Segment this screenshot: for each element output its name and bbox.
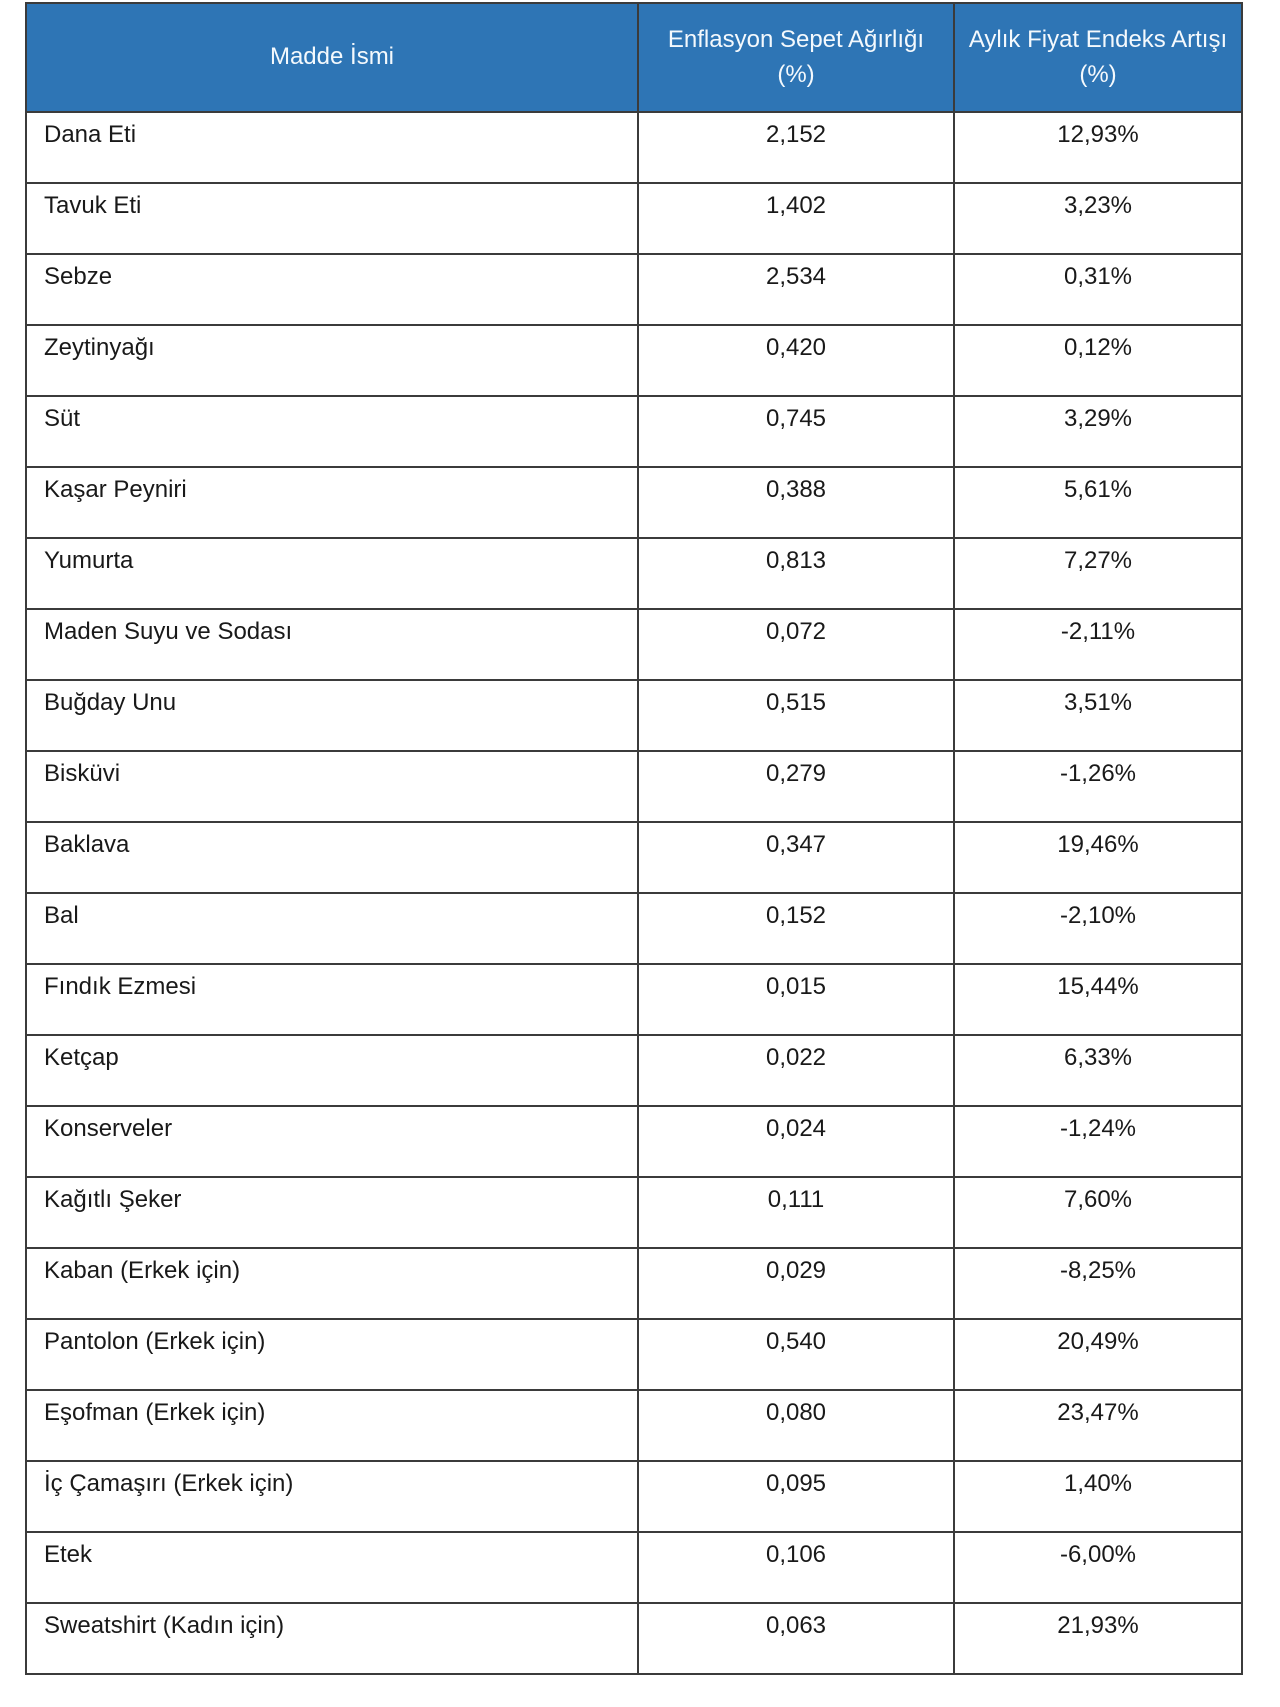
cell-basket-weight: 1,402: [638, 183, 954, 254]
cell-basket-weight: 0,388: [638, 467, 954, 538]
table-row: [26, 396, 1242, 467]
header-monthly-change-unit: (%): [1079, 60, 1117, 88]
cell-basket-weight: 0,029: [638, 1248, 954, 1319]
cell-basket-weight: 0,515: [638, 680, 954, 751]
table-row: [26, 822, 1242, 893]
header-item-name-label: Madde İsmi: [269, 43, 395, 71]
cell-monthly-change: 3,23%: [954, 183, 1242, 254]
cell-monthly-change: -2,10%: [954, 893, 1242, 964]
header-basket-weight: [638, 3, 954, 112]
cell-monthly-change: 12,93%: [954, 112, 1242, 183]
cell-item-name: İç Çamaşırı (Erkek için): [26, 1461, 638, 1532]
cell-monthly-change: 3,51%: [954, 680, 1242, 751]
cell-monthly-change: -8,25%: [954, 1248, 1242, 1319]
cell-basket-weight: 0,095: [638, 1461, 954, 1532]
table-row: [26, 1461, 1242, 1532]
header-item-name: [26, 3, 638, 112]
cell-item-name: Bal: [26, 893, 638, 964]
table-row: [26, 609, 1242, 680]
table-row: [26, 254, 1242, 325]
cell-monthly-change: 5,61%: [954, 467, 1242, 538]
header-basket-weight-unit: (%): [777, 60, 815, 88]
table-row: [26, 325, 1242, 396]
table-row: [26, 183, 1242, 254]
table-row: [26, 1532, 1242, 1603]
table-row: [26, 1319, 1242, 1390]
cell-item-name: Bisküvi: [26, 751, 638, 822]
inflation-basket-table: [25, 2, 1243, 1675]
table-row: [26, 1035, 1242, 1106]
cell-basket-weight: 0,063: [638, 1603, 954, 1674]
header-basket-weight-title: Enflasyon Sepet Ağırlığı: [667, 25, 925, 53]
table-row: [26, 964, 1242, 1035]
table-row: [26, 893, 1242, 964]
cell-basket-weight: 0,152: [638, 893, 954, 964]
cell-basket-weight: 0,111: [638, 1177, 954, 1248]
cell-monthly-change: -1,26%: [954, 751, 1242, 822]
cell-monthly-change: 23,47%: [954, 1390, 1242, 1461]
cell-item-name: Etek: [26, 1532, 638, 1603]
header-row: [26, 3, 1242, 112]
cell-monthly-change: -6,00%: [954, 1532, 1242, 1603]
cell-basket-weight: 0,420: [638, 325, 954, 396]
cell-monthly-change: 21,93%: [954, 1603, 1242, 1674]
cell-item-name: Eşofman (Erkek için): [26, 1390, 638, 1461]
cell-item-name: Ketçap: [26, 1035, 638, 1106]
header-monthly-change-title: Aylık Fiyat Endeks Artışı: [968, 25, 1228, 53]
cell-item-name: Dana Eti: [26, 112, 638, 183]
cell-monthly-change: 1,40%: [954, 1461, 1242, 1532]
cell-item-name: Kağıtlı Şeker: [26, 1177, 638, 1248]
cell-basket-weight: 0,024: [638, 1106, 954, 1177]
table-row: [26, 538, 1242, 609]
cell-monthly-change: 7,27%: [954, 538, 1242, 609]
cell-basket-weight: 0,279: [638, 751, 954, 822]
table-body: [26, 112, 1242, 1674]
header-monthly-change: [954, 3, 1242, 112]
cell-basket-weight: 0,022: [638, 1035, 954, 1106]
table-row: [26, 467, 1242, 538]
table-row: [26, 680, 1242, 751]
cell-basket-weight: 0,347: [638, 822, 954, 893]
cell-item-name: Kaşar Peyniri: [26, 467, 638, 538]
cell-basket-weight: 0,072: [638, 609, 954, 680]
cell-item-name: Zeytinyağı: [26, 325, 638, 396]
cell-item-name: Sebze: [26, 254, 638, 325]
cell-monthly-change: 20,49%: [954, 1319, 1242, 1390]
cell-item-name: Sweatshirt (Kadın için): [26, 1603, 638, 1674]
table-row: [26, 1603, 1242, 1674]
table-row: [26, 1106, 1242, 1177]
table-row: [26, 1177, 1242, 1248]
cell-basket-weight: 0,540: [638, 1319, 954, 1390]
table-row: [26, 1248, 1242, 1319]
cell-item-name: Pantolon (Erkek için): [26, 1319, 638, 1390]
cell-basket-weight: 0,813: [638, 538, 954, 609]
cell-item-name: Baklava: [26, 822, 638, 893]
cell-monthly-change: 0,12%: [954, 325, 1242, 396]
cell-item-name: Yumurta: [26, 538, 638, 609]
cell-basket-weight: 0,745: [638, 396, 954, 467]
cell-item-name: Fındık Ezmesi: [26, 964, 638, 1035]
cell-basket-weight: 0,080: [638, 1390, 954, 1461]
cell-basket-weight: 0,106: [638, 1532, 954, 1603]
cell-monthly-change: -2,11%: [954, 609, 1242, 680]
cell-item-name: Konserveler: [26, 1106, 638, 1177]
cell-basket-weight: 2,152: [638, 112, 954, 183]
table-header: [26, 3, 1242, 112]
cell-monthly-change: 7,60%: [954, 1177, 1242, 1248]
table-row: [26, 1390, 1242, 1461]
cell-basket-weight: 0,015: [638, 964, 954, 1035]
cell-item-name: Kaban (Erkek için): [26, 1248, 638, 1319]
cell-item-name: Süt: [26, 396, 638, 467]
cell-monthly-change: 15,44%: [954, 964, 1242, 1035]
cell-basket-weight: 2,534: [638, 254, 954, 325]
cell-item-name: Buğday Unu: [26, 680, 638, 751]
table-row: [26, 112, 1242, 183]
cell-item-name: Tavuk Eti: [26, 183, 638, 254]
cell-monthly-change: 3,29%: [954, 396, 1242, 467]
table-row: [26, 751, 1242, 822]
cell-item-name: Maden Suyu ve Sodası: [26, 609, 638, 680]
cell-monthly-change: 19,46%: [954, 822, 1242, 893]
cell-monthly-change: 6,33%: [954, 1035, 1242, 1106]
cell-monthly-change: -1,24%: [954, 1106, 1242, 1177]
cell-monthly-change: 0,31%: [954, 254, 1242, 325]
